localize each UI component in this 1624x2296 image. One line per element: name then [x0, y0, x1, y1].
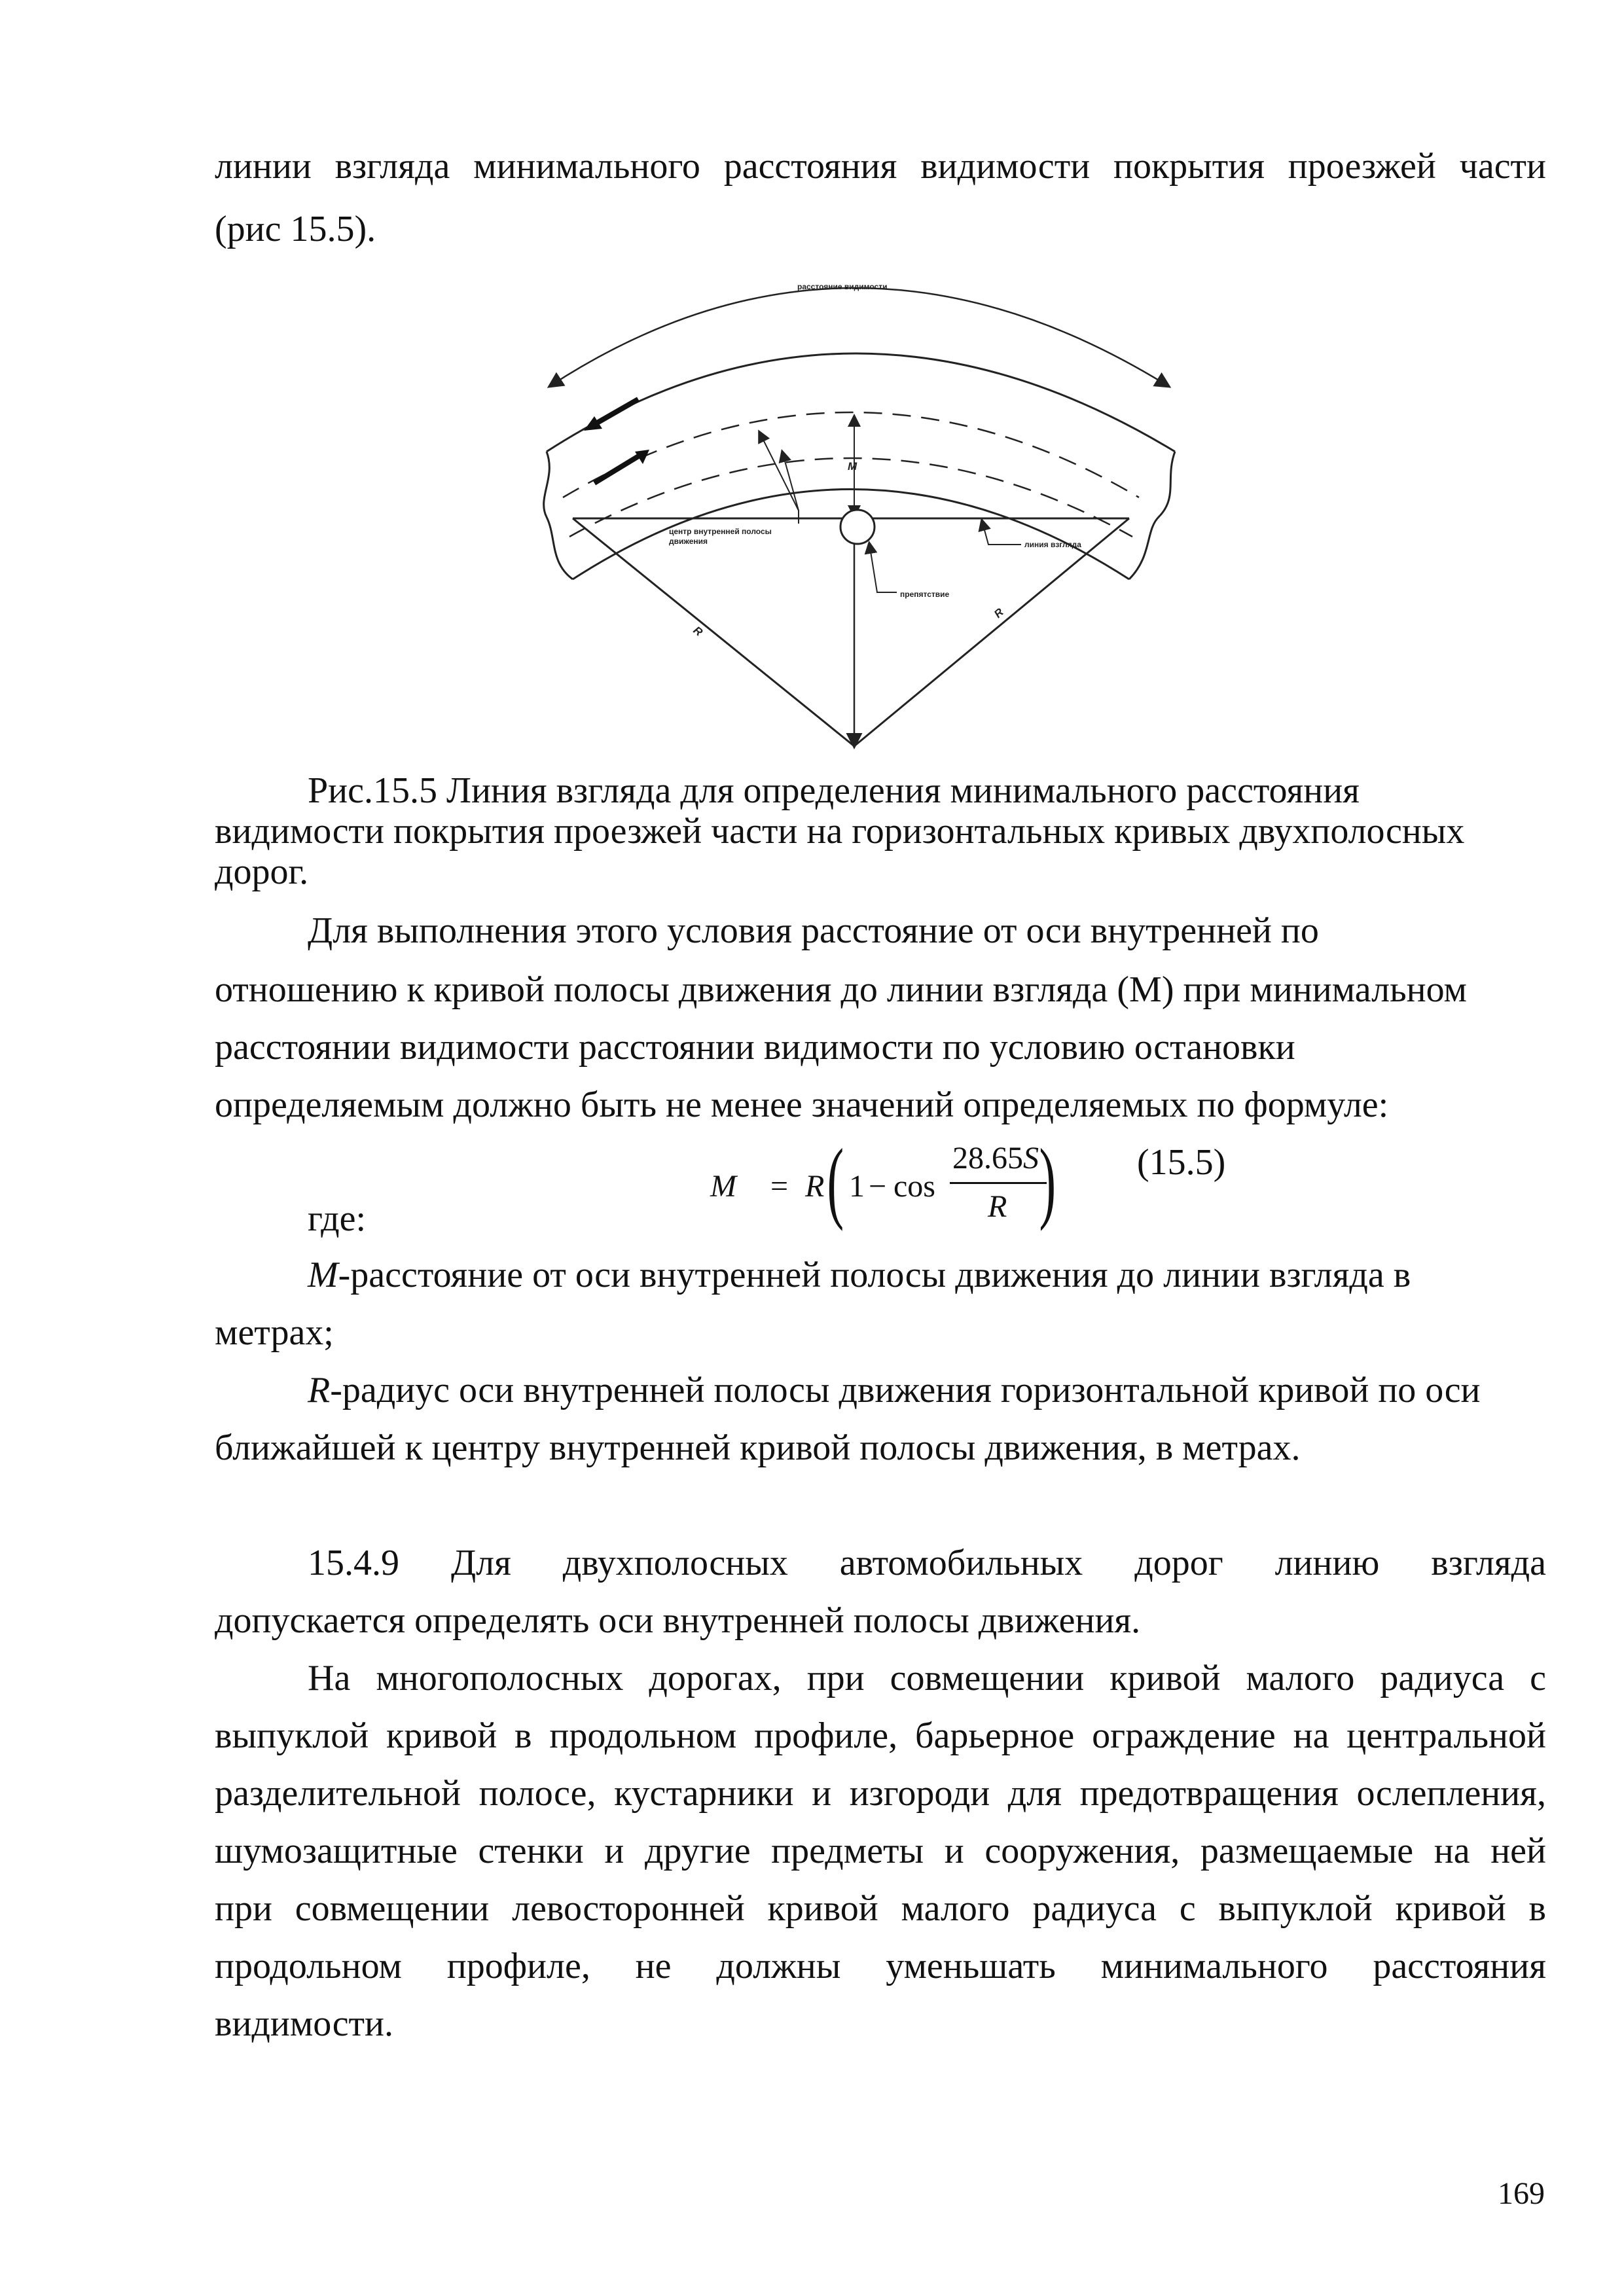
r-definition-text: -радиус оси внутренней полосы движения горизонтальной кривой по оси — [330, 1370, 1481, 1410]
formula-fraction-bar — [950, 1182, 1047, 1184]
label-obstacle: препятствие — [900, 590, 950, 599]
label-r-right: R — [991, 605, 1006, 620]
para2-line-4: шумозащитные стенки и другие предметы и сооружения, размещаемые на ней — [215, 1831, 1546, 1871]
r-variable: R — [308, 1370, 331, 1410]
m-definition-line-1 — [308, 1254, 1546, 1296]
label-center-inner-lane-2: движения — [669, 537, 708, 546]
formula-equals: = — [770, 1169, 789, 1204]
sight-distance-arc — [550, 288, 1168, 386]
leader-obstacle — [869, 543, 897, 592]
formula-numerator — [952, 1140, 1039, 1176]
formula-one: 1 — [849, 1169, 865, 1204]
label-sight-line: линия взгляда — [1024, 540, 1081, 549]
para2-line-7: видимости. — [215, 2003, 393, 2044]
road-center-line — [563, 412, 1139, 497]
leader-sight-line — [982, 520, 1021, 545]
road-break-right — [1129, 452, 1175, 579]
r-definition-line-2: ближайшей к центру внутренней кривой полосы движения, в метрах. — [215, 1427, 1301, 1468]
para1-line-2: отношению к кривой полосы движения до линии взгляда (М) при минимальном — [215, 969, 1467, 1010]
r-definition-line-1 — [308, 1369, 1546, 1411]
para2-line-2: выпуклой кривой в продольном профиле, барьерное ограждение на центральной — [215, 1715, 1546, 1756]
section-line-1: 15.4.9 Для двухполосных автомобильных дорог линию взгляда — [308, 1543, 1546, 1583]
where-label: где: — [308, 1198, 367, 1239]
para2-line-1: На многополосных дорогах, при совмещении кривой малого радиуса с — [308, 1658, 1546, 1698]
formula-cos: cos — [893, 1169, 935, 1204]
formula-minus: − — [869, 1169, 887, 1204]
m-definition-text: -расстояние от оси внутренней полосы движения до линии взгляда в — [338, 1255, 1411, 1295]
figure-caption-line-1: Рис.15.5 Линия взгляда для определения минимального расстояния — [308, 770, 1360, 811]
equation-number: (15.5) — [1137, 1142, 1226, 1183]
formula-denominator: R — [988, 1189, 1007, 1224]
arrow-right-icon — [594, 450, 649, 483]
label-r-left: R — [691, 624, 705, 639]
formula-right-paren: ) — [1039, 1130, 1056, 1232]
label-center-inner-lane-1: центр внутренней полосы — [669, 527, 772, 536]
para2-line-5: при совмещении левосторонней кривой малого радиуса с выпуклой кривой в — [215, 1888, 1546, 1929]
para2-line-6: продольном профиле, не должны уменьшать минимального расстояния — [215, 1946, 1546, 1986]
m-variable: M — [308, 1255, 338, 1295]
para1-line-4: определяемым должно быть не менее значений определяемых по формуле: — [215, 1085, 1389, 1125]
label-sight-distance: расстояние видимости — [797, 282, 888, 291]
section-line-2: допускается определять оси внутренней полосы движения. — [215, 1600, 1141, 1641]
label-m: M — [848, 460, 857, 473]
figure-caption-line-3: дорог. — [215, 852, 309, 892]
road-break-left — [544, 452, 573, 579]
figure-caption-line-2: видимости покрытия проезжей части на горизонтальных кривых двухполосных — [215, 811, 1465, 852]
para1-line-1: Для выполнения этого условия расстояние от оси внутренней по — [308, 910, 1319, 951]
formula-lhs: M — [710, 1169, 736, 1204]
para2-line-3: разделительной полосе, кустарники и изгороди для предотвращения ослепления, — [215, 1773, 1546, 1814]
radius-left — [573, 518, 854, 746]
obstacle-circle — [840, 510, 875, 544]
arrow-left-icon — [584, 399, 638, 431]
formula-r: R — [805, 1169, 825, 1204]
figure-sight-line-diagram — [524, 262, 1178, 759]
leader-center-inner-lane — [759, 432, 799, 524]
formula-left-paren: ( — [827, 1130, 844, 1232]
para1-line-3: расстоянии видимости расстоянии видимости по условию остановки — [215, 1027, 1295, 1067]
road-outer-edge — [547, 353, 1175, 452]
formula-num-value: 28.65 — [952, 1141, 1023, 1175]
intro-line-1: линии взгляда минимального расстояния видимости покрытия проезжей части — [215, 146, 1546, 187]
page-number: 169 — [1498, 2176, 1545, 2211]
m-definition-line-2: метрах; — [215, 1312, 334, 1353]
formula-num-var: S — [1023, 1141, 1039, 1175]
intro-line-2: (рис 15.5). — [215, 209, 376, 249]
radius-right — [854, 518, 1129, 746]
